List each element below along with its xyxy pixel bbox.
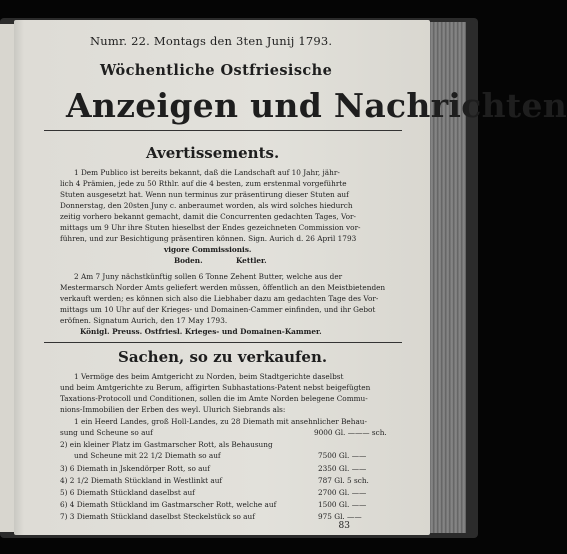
amount: 787 Gl. 5 sch.	[318, 476, 369, 485]
text-line: verkauft werden; es können sich also die Liebhaber dazu am gedachten Tage des Vor-	[60, 294, 379, 303]
text-line: führen, und zur Besichtigung präsentiren können. Sign. Aurich d. 26 April 1793	[60, 234, 357, 243]
text-line: eröfnen. Signatum Aurich, den 17 May 1793.	[60, 316, 228, 325]
amount: 2700 Gl. ——	[318, 488, 367, 497]
text-line: lich 4 Prämien, jede zu 50 Rthlr. auf die 4 besten, zum erstenmal vorgeführte	[60, 179, 347, 188]
text-line: 1 Dem Publico ist bereits bekannt, daß die Landschaft auf 10 Jahr, jähr-	[74, 168, 340, 177]
signature-commission: vigore Commissionis.	[164, 245, 252, 254]
amount: 9000 Gl. ——— sch.	[314, 428, 387, 437]
list-item: 3) 6 Diemath in Jskendörper Rott, so auf	[60, 464, 210, 473]
amount: 1500 Gl. ——	[318, 500, 367, 509]
text-line: nions-Immobilien der Erben des weyl. Ulurich Siebrands als:	[60, 405, 286, 414]
signature-boden: Boden.	[174, 256, 203, 265]
list-item: 4) 2 1/2 Diemath Stückland in Westlinkt auf	[60, 476, 223, 485]
text-line: Donnerstag, den 20sten Juny c. anberaumet worden, als wird solches hiedurch	[60, 201, 353, 210]
amount: 975 Gl. ——	[318, 512, 362, 521]
text-line: Taxations-Protocoll und Conditionen, sollen die im Amte Norden belegene Commu-	[60, 394, 368, 403]
list-item: 1 ein Heerd Landes, groß Holl-Landes, zu 28 Diemath mit ansehnlicher Behau-	[74, 417, 367, 426]
text-line: und beim Amtgerichte zu Berum, affigirten Subhastations-Patent nebst beigefügten	[60, 383, 371, 392]
title-line-1: Wöchentliche Ostfriesische	[100, 62, 333, 79]
title-rule	[44, 130, 402, 131]
section-heading-avertissements: Avertissements.	[146, 144, 280, 162]
list-item: sung und Scheune so auf	[60, 428, 153, 437]
section-heading-sachen: Sachen, so zu verkaufen.	[118, 348, 328, 366]
signature-kammer: Königl. Preuss. Ostfriesl. Krieges- und Domainen-Kammer.	[80, 327, 322, 336]
text-line: Mestermarsch Norder Amts geliefert werden müssen, öffentlich an den Meistbietenden	[60, 283, 386, 292]
issue-line: Numr. 22. Montags den 3ten Junij 1793.	[90, 34, 333, 48]
title-line-2: Anzeigen und Nachrichten	[66, 86, 567, 125]
left-page-edge	[0, 24, 14, 532]
amount: 2350 Gl. ——	[318, 464, 367, 473]
list-item: 7) 3 Diemath Stückland daselbst Steckelstück so auf	[60, 512, 255, 521]
text-line: mittags um 9 Uhr ihre Stuten hieselbst der Endes gezeichneten Commission vor-	[60, 223, 361, 232]
list-item: und Scheune mit 22 1/2 Diemath so auf	[74, 451, 221, 460]
signature-kettler: Kettler.	[236, 256, 267, 265]
list-item: 5) 6 Diemath Stückland daselbst auf	[60, 488, 195, 497]
text-line: Stuten ausgesetzt hat. Wenn nun terminus zur präsentirung dieser Stuten auf	[60, 190, 349, 199]
text-line: 1 Vermöge des beim Amtgericht zu Norden, beim Stadtgerichte daselbst	[74, 372, 344, 381]
amount: 7500 Gl. ——	[318, 451, 367, 460]
list-item: 2) ein kleiner Platz im Gastmarscher Rott, als Behausung	[60, 440, 273, 449]
text-line: zeitig vorhero bekannt gemacht, damit die Concurrenten gedachten Tages, Vor-	[60, 212, 356, 221]
newspaper-page	[14, 20, 567, 535]
text-line: mittags um 10 Uhr auf der Krieges- und Domainen-Cammer einfinden, und ihr Gebot	[60, 305, 376, 314]
section-rule	[44, 342, 402, 343]
text-line: 2 Am 7 Juny nächstkünftig sollen 6 Tonne Zehent Butter, welche aus der	[74, 272, 343, 281]
page-mark: 83	[338, 521, 350, 531]
list-item: 6) 4 Diemath Stückland im Gastmarscher Rott, welche auf	[60, 500, 277, 509]
